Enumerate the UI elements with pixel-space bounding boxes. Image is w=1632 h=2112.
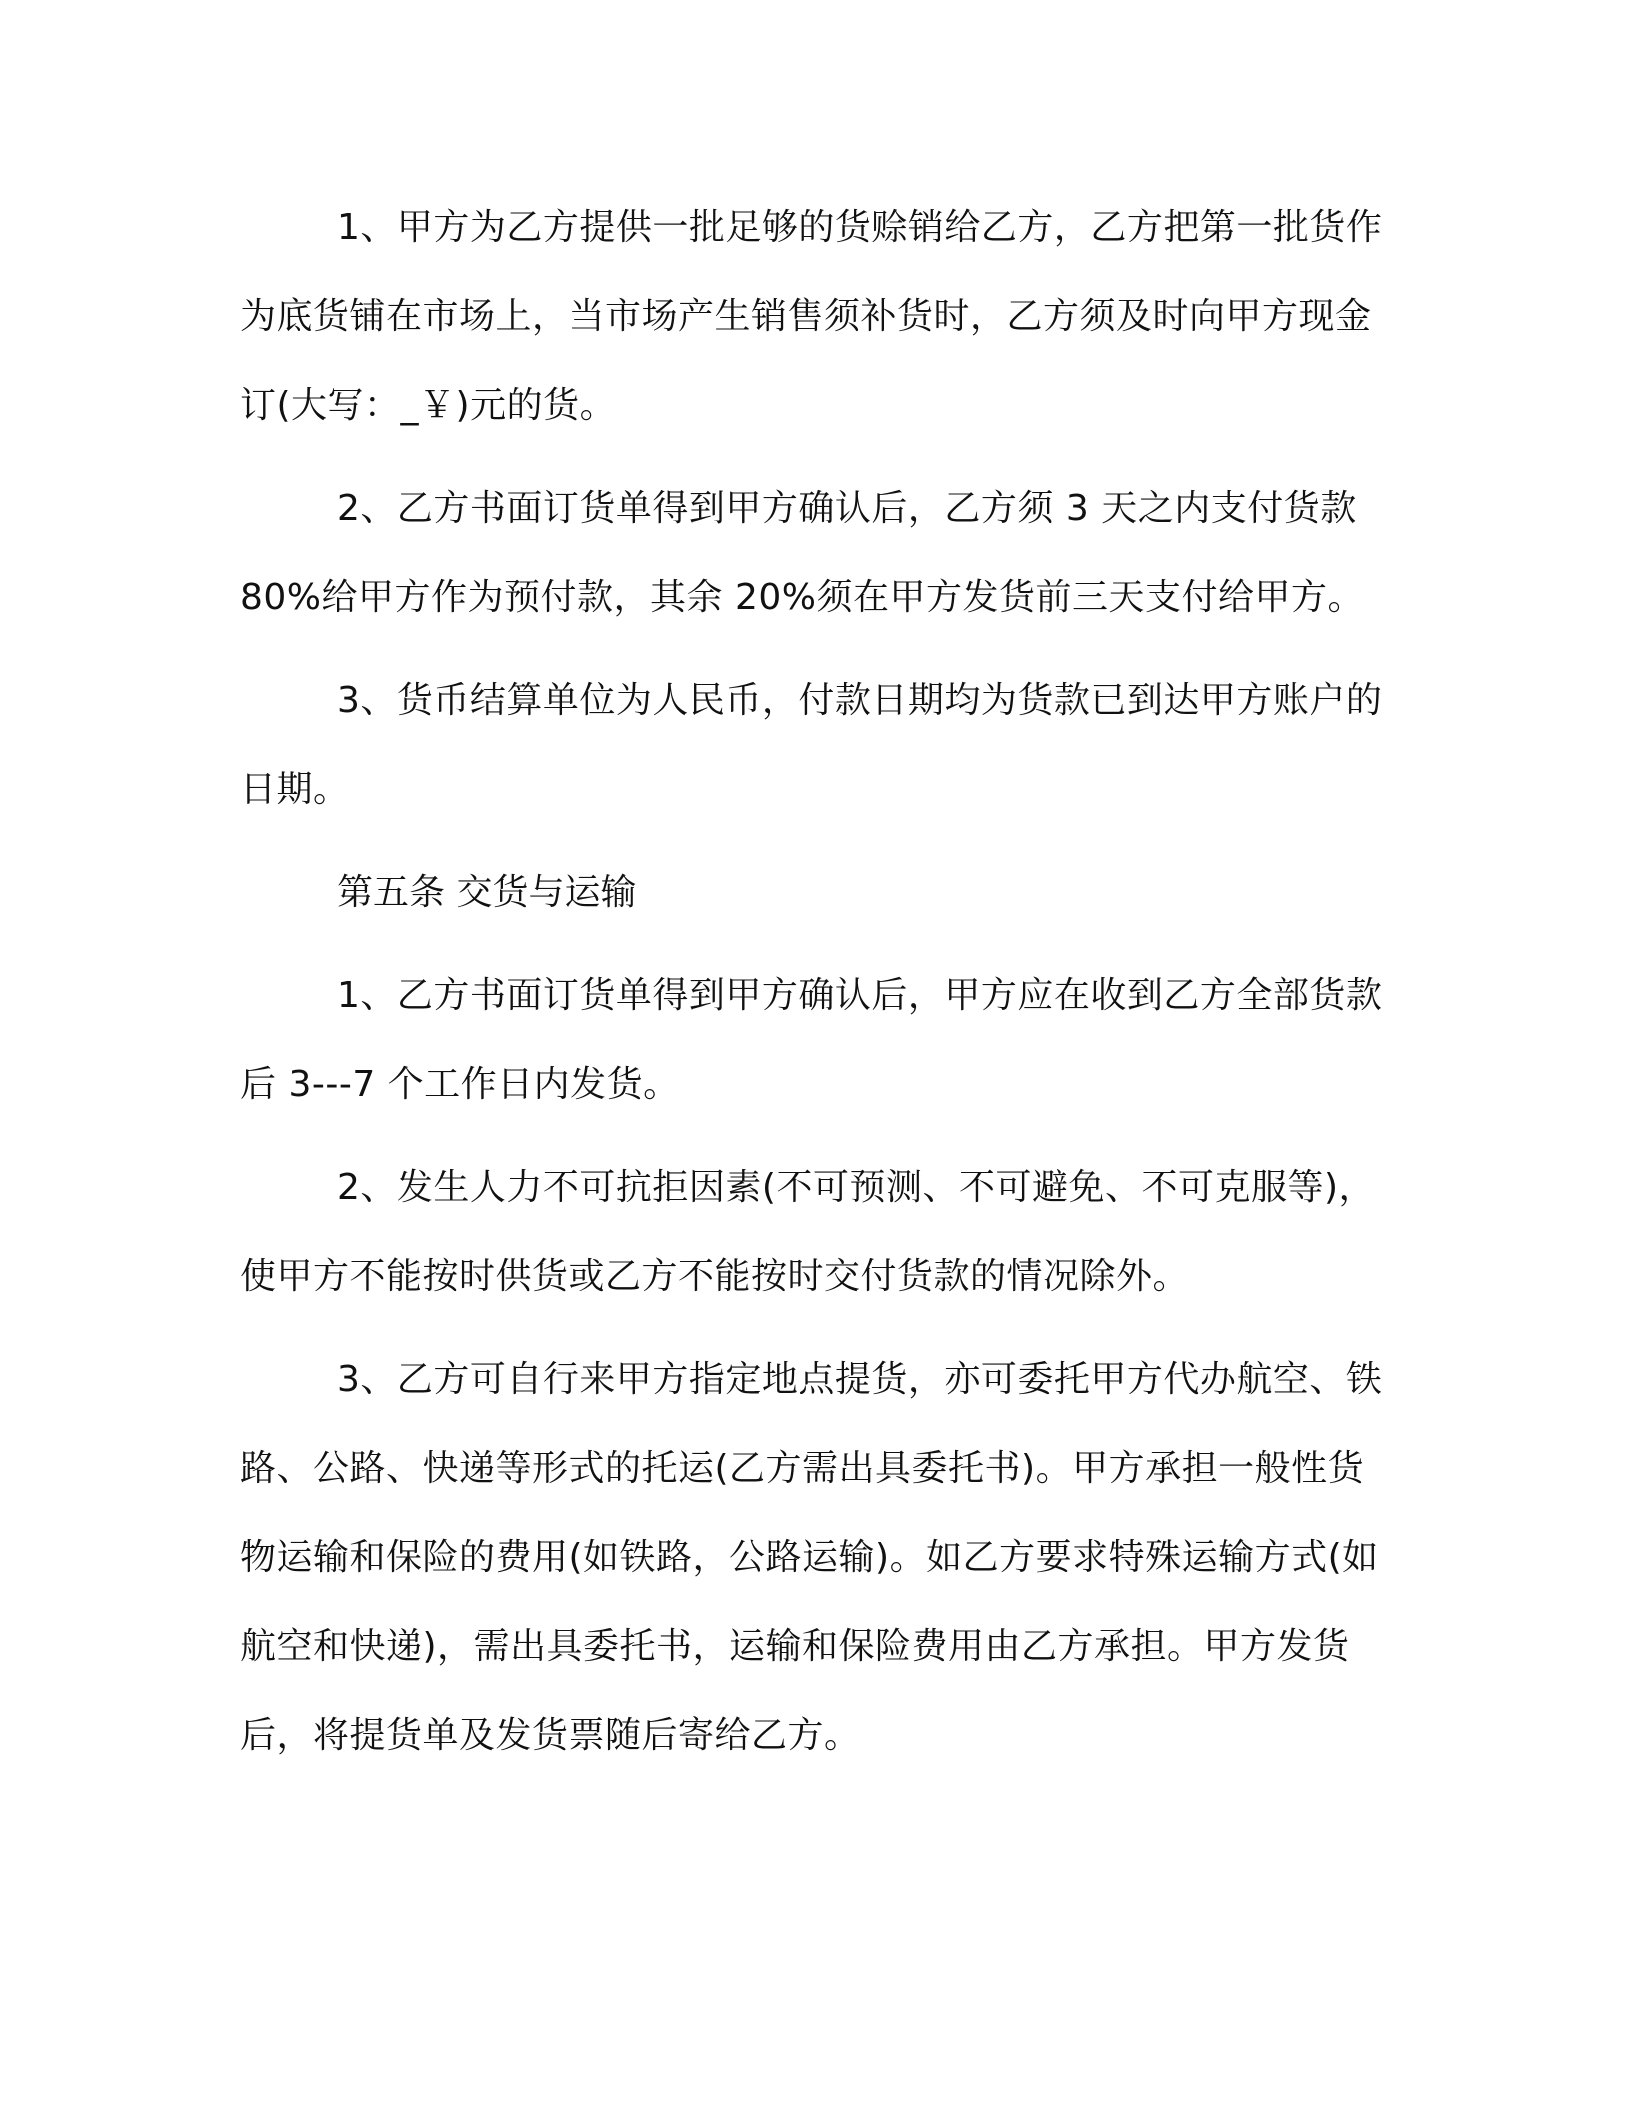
- paragraph-gap: [240, 1129, 1400, 1143]
- paragraph-delivery-2: 2、发生人力不可抗拒因素(不可预测、不可避免、不可克服等)，使甲方不能按时供货或乙方不能按时交付货款的情况除外。: [240, 1167, 1375, 1297]
- paragraph-payment-1: 1、甲方为乙方提供一批足够的货赊销给乙方，乙方把第一批货作为底货铺在市场上，当市场产生销售须补货时，乙方须及时向甲方现金订(大写：_￥)元的货。: [240, 207, 1383, 426]
- paragraph-payment-3: 3、货币结算单位为人民币，付款日期均为货款已到达甲方账户的日期。: [240, 680, 1383, 810]
- section-heading: 第五条 交货与运输: [337, 872, 637, 913]
- paragraph-gap: [240, 937, 1400, 951]
- paragraph-delivery-3: 3、乙方可自行来甲方指定地点提货，亦可委托甲方代办航空、铁路、公路、快递等形式的托运(乙方需出具委托书)。甲方承担一般性货物运输和保险的费用(如铁路，公路运输)。如乙方要求特殊运输方式(如航空和快递)，需出具委托书，运输和保险费用由乙方承担。甲方发货后，将提货单及发货票随后寄给乙方。: [240, 1359, 1383, 1756]
- paragraph-payment-2: 2、乙方书面订货单得到甲方确认后，乙方须 3 天之内支付货款 80%给甲方作为预付款，其余 20%须在甲方发货前三天支付给甲方。: [240, 488, 1364, 618]
- paragraph-gap: [240, 1321, 1400, 1335]
- document-body: [240, 183, 1400, 1780]
- paragraph-gap: [240, 834, 1400, 848]
- paragraph-gap: [240, 642, 1400, 656]
- paragraph-delivery-1: 1、乙方书面订货单得到甲方确认后，甲方应在收到乙方全部货款后 3---7 个工作日内发货。: [240, 975, 1383, 1105]
- paragraph-gap: [240, 450, 1400, 464]
